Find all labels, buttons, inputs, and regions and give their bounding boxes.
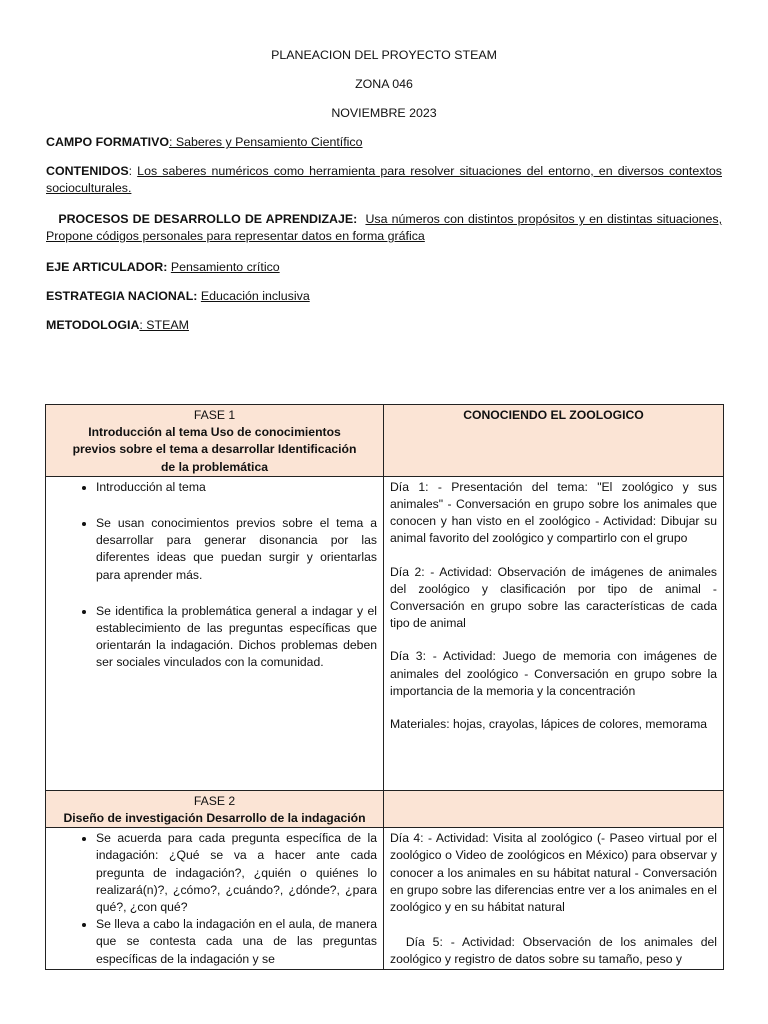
materials-entry: Materiales: hojas, crayolas, lápices de colores, memorama <box>390 717 708 732</box>
procesos-value: Usa números con distintos propósitos y en distintas situaciones, Propone códigos personales para representar datos en forma gráfica <box>46 212 723 243</box>
phase2-days-cell <box>384 828 724 969</box>
phase1-header-row <box>46 405 724 477</box>
metodologia-value: : STEAM <box>139 318 189 332</box>
estrategia-nacional <box>46 288 722 305</box>
contenidos-label: CONTENIDOS <box>46 164 129 178</box>
eje-value: Pensamiento crítico <box>170 260 280 274</box>
phase1-body-row <box>46 476 724 790</box>
estrategia-label: ESTRATEGIA NACIONAL: <box>46 289 198 303</box>
day-entry <box>390 934 717 968</box>
list-item: • Se lleva a cabo la indagación en el aula, de manera que se contesta cada una de las preguntas específicas de la indagación y se <box>96 916 377 968</box>
metodologia-label: METODOLOGIA <box>46 318 140 332</box>
phase1-days-cell <box>384 476 724 790</box>
procesos <box>46 211 722 245</box>
phase2-body-row <box>46 828 724 969</box>
phase1-bullet-list <box>52 479 377 672</box>
day-entry: Día 1: - Presentación del tema: "El zoológico y sus animales" - Conversación en grupo sobre los animales que conocen y han visto en el zoológico - Actividad: Dibujar su animal favorito del zoológico y compartirlo con el grupo <box>390 479 717 546</box>
contenidos-value: Los saberes numéricos como herramienta para resolver situaciones del entorno, en diversos contextos socioculturales. <box>46 164 722 195</box>
phase2-header-empty-cell <box>384 790 724 827</box>
phase2-title: Diseño de investigación Desarrollo de la indagación <box>63 811 366 826</box>
phase2-label: FASE 2 <box>193 793 236 808</box>
zone-label: ZONA 046 <box>355 77 413 91</box>
contenidos: CONTENIDOS: Los saberes numéricos como herramienta para resolver situaciones del entorno, en diversos contextos socioculturales. <box>46 164 722 195</box>
list-item: • Introducción al tema <box>96 479 377 496</box>
phase1-header-cell <box>46 405 384 477</box>
campo-value: : Saberes y Pensamiento Científico <box>168 135 363 149</box>
phase2-header-cell <box>46 790 384 827</box>
procesos-label: PROCESOS DE DESARROLLO DE APRENDIZAJE: <box>58 212 358 226</box>
zoo-title-cell <box>384 405 724 477</box>
day-entry-text: Día 5: - Actividad: Observación de los animales del zoológico y registro de datos sobre su tamaño, peso y <box>390 935 717 967</box>
campo-label: CAMPO FORMATIVO <box>46 135 169 149</box>
campo-formativo <box>46 134 722 151</box>
list-item: • Se usan conocimientos previos sobre el tema a desarrollar para generar disonancia por las diferentes ideas que puedan surgir y orientarlas para aprender más. <box>96 515 377 584</box>
document-title: PLANEACION DEL PROYECTO STEAM <box>271 48 497 62</box>
phase1-bullets-cell <box>46 476 384 790</box>
date-label: NOVIEMBRE 2023 <box>331 106 437 120</box>
estrategia-value: Educación inclusiva <box>200 289 310 303</box>
day-entry: Día 3: - Actividad: Juego de memoria con imágenes de animales del zoológico - Conversación en grupo sobre la importancia de la memoria y la concentración <box>390 649 717 698</box>
eje-articulador <box>46 259 722 276</box>
list-item: • Se acuerda para cada pregunta específica de la indagación: ¿Qué se va a hacer ante cada pregunta de indagación?, ¿quién o quiénes lo realizará(n)?, ¿cómo?, ¿cuándo?, ¿dónde?, ¿para qué?, ¿con qué? <box>96 830 377 916</box>
list-item: • Se identifica la problemática general a indagar y el establecimiento de las preguntas específicas que orientarán la indagación. Dichos problemas deben ser sociales vinculados con la comunidad. <box>96 603 377 672</box>
phase1-title: Introducción al tema Uso de conocimientos previos sobre el tema a desarrollar Identificación de la problemática <box>72 425 357 474</box>
eje-label: EJE ARTICULADOR: <box>46 260 168 274</box>
zoo-title: CONOCIENDO EL ZOOLOGICO <box>463 408 644 422</box>
metodologia <box>46 317 722 334</box>
phase2-bullet-list <box>52 830 377 968</box>
phase2-header-row <box>46 790 724 827</box>
project-plan-table <box>45 404 724 970</box>
day-entry: Día 4: - Actividad: Visita al zoológico (- Paseo virtual por el zoológico o Video de zoológicos en México) para observar y conocer a los animales en su hábitat natural - Conversación en grupo sobre las diferencias entre ver a los animales en el zoológico y en su hábitat natural <box>390 831 717 915</box>
phase2-bullets-cell <box>46 828 384 969</box>
day-entry: Día 2: - Actividad: Observación de imágenes de animales del zoológico y clasificación por tipo de animal - Conversación en grupo sobre las características de cada tipo de animal <box>390 564 717 631</box>
phase1-label: FASE 1 <box>193 408 236 422</box>
